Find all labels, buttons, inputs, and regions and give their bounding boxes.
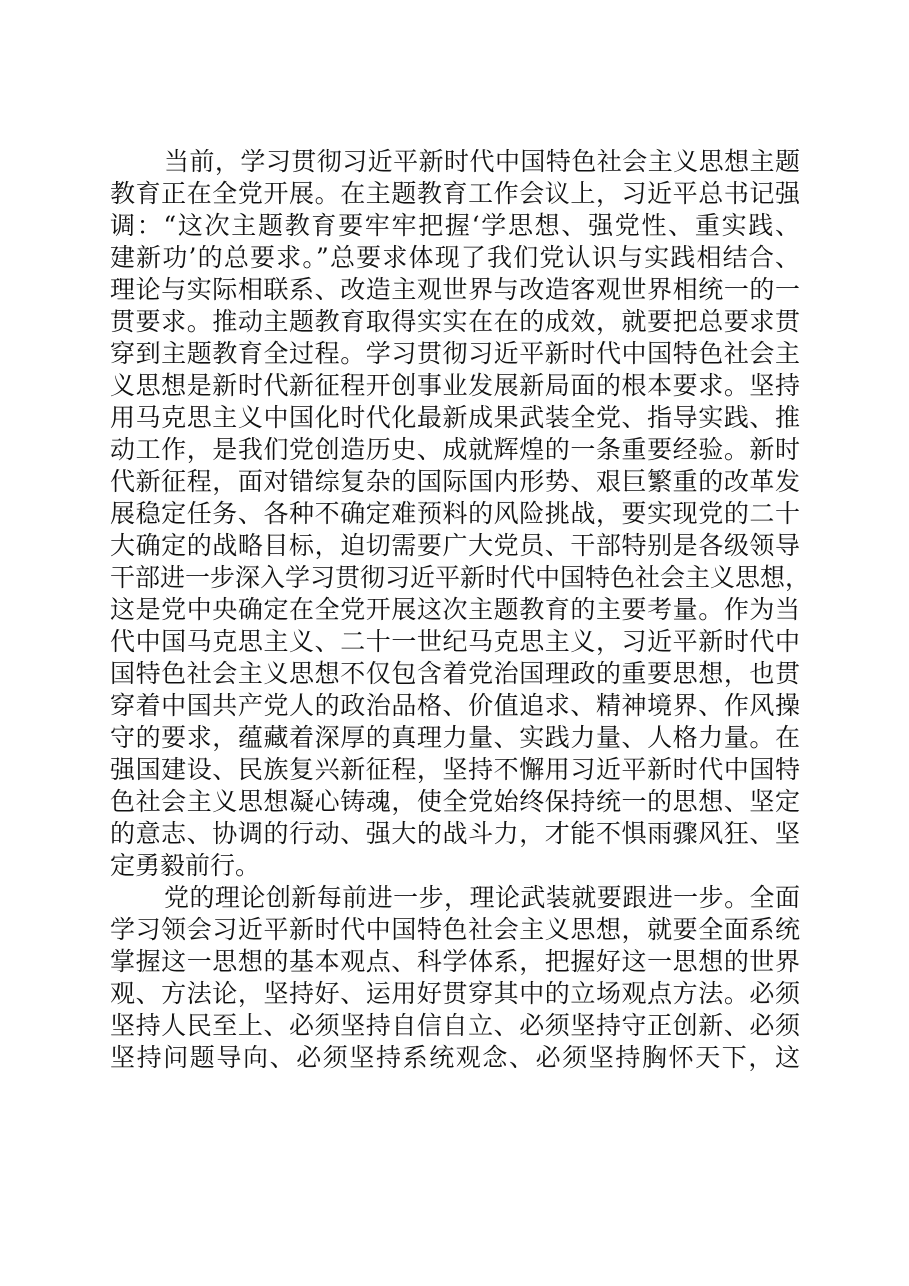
- text-line: 的意志、协调的行动、强大的战斗力，才能不惧雨骤风狂、坚: [110, 819, 800, 848]
- text-line: 穿到主题教育全过程。学习贯彻习近平新时代中国特色社会主: [110, 339, 800, 368]
- text-line: 掌握这一思想的基本观点、科学体系，把握好这一思想的世界: [110, 947, 800, 976]
- text-line: 教育正在全党开展。在主题教育工作会议上，习近平总书记强: [110, 179, 800, 208]
- text-line: 大确定的战略目标，迫切需要广大党员、干部特别是各级领导: [110, 531, 800, 560]
- text-line: 干部进一步深入学习贯彻习近平新时代中国特色社会主义思想，: [110, 563, 811, 592]
- text-line: 代新征程，面对错综复杂的国际国内形势、艰巨繁重的改革发: [110, 467, 800, 496]
- text-line: 观、方法论，坚持好、运用好贯穿其中的立场观点方法。必须: [110, 979, 800, 1008]
- text-line: 色社会主义思想凝心铸魂，使全党始终保持统一的思想、坚定: [110, 787, 800, 816]
- text-line: 国特色社会主义思想不仅包含着党治国理政的重要思想，也贯: [110, 659, 800, 688]
- text-line: 用马克思主义中国化时代化最新成果武装全党、指导实践、推: [110, 403, 800, 432]
- text-line: 守的要求，蕴藏着深厚的真理力量、实践力量、人格力量。在: [110, 723, 800, 752]
- paragraph-1: [110, 146, 811, 882]
- text-line: 理论与实际相联系、改造主观世界与改造客观世界相统一的一: [110, 275, 800, 304]
- text-line: 建新功’的总要求。”总要求体现了我们党认识与实践相结合、: [110, 243, 800, 272]
- text-line: 定勇毅前行。: [110, 851, 261, 880]
- text-line: 动工作，是我们党创造历史、成就辉煌的一条重要经验。新时: [110, 435, 800, 464]
- text-line: 当前，学习贯彻习近平新时代中国特色社会主义思想主题: [164, 147, 800, 176]
- text-line: 强国建设、民族复兴新征程，坚持不懈用习近平新时代中国特: [110, 755, 800, 784]
- text-line: 义思想是新时代新征程开创事业发展新局面的根本要求。坚持: [110, 371, 800, 400]
- text-line: 学习领会习近平新时代中国特色社会主义思想，就要全面系统: [110, 915, 800, 944]
- text-line: 展稳定任务、各种不确定难预料的风险挑战，要实现党的二十: [110, 499, 800, 528]
- text-line: 坚持问题导向、必须坚持系统观念、必须坚持胸怀天下，这: [110, 1043, 800, 1072]
- text-line: 党的理论创新每前进一步，理论武装就要跟进一步。全面: [164, 883, 800, 912]
- text-line: 这是党中央确定在全党开展这次主题教育的主要考量。作为当: [110, 595, 800, 624]
- text-line: 贯要求。推动主题教育取得实实在在的成效，就要把总要求贯: [110, 307, 800, 336]
- paragraph-2: [110, 882, 800, 1074]
- text-line: 穿着中国共产党人的政治品格、价值追求、精神境界、作风操: [110, 691, 800, 720]
- text-line: 坚持人民至上、必须坚持自信自立、必须坚持守正创新、必须: [110, 1011, 800, 1040]
- text-line: 调：“这次主题教育要牢牢把握‘学思想、强党性、重实践、: [110, 211, 800, 240]
- text-line: 代中国马克思主义、二十一世纪马克思主义，习近平新时代中: [110, 627, 800, 656]
- document-body: [110, 146, 811, 1074]
